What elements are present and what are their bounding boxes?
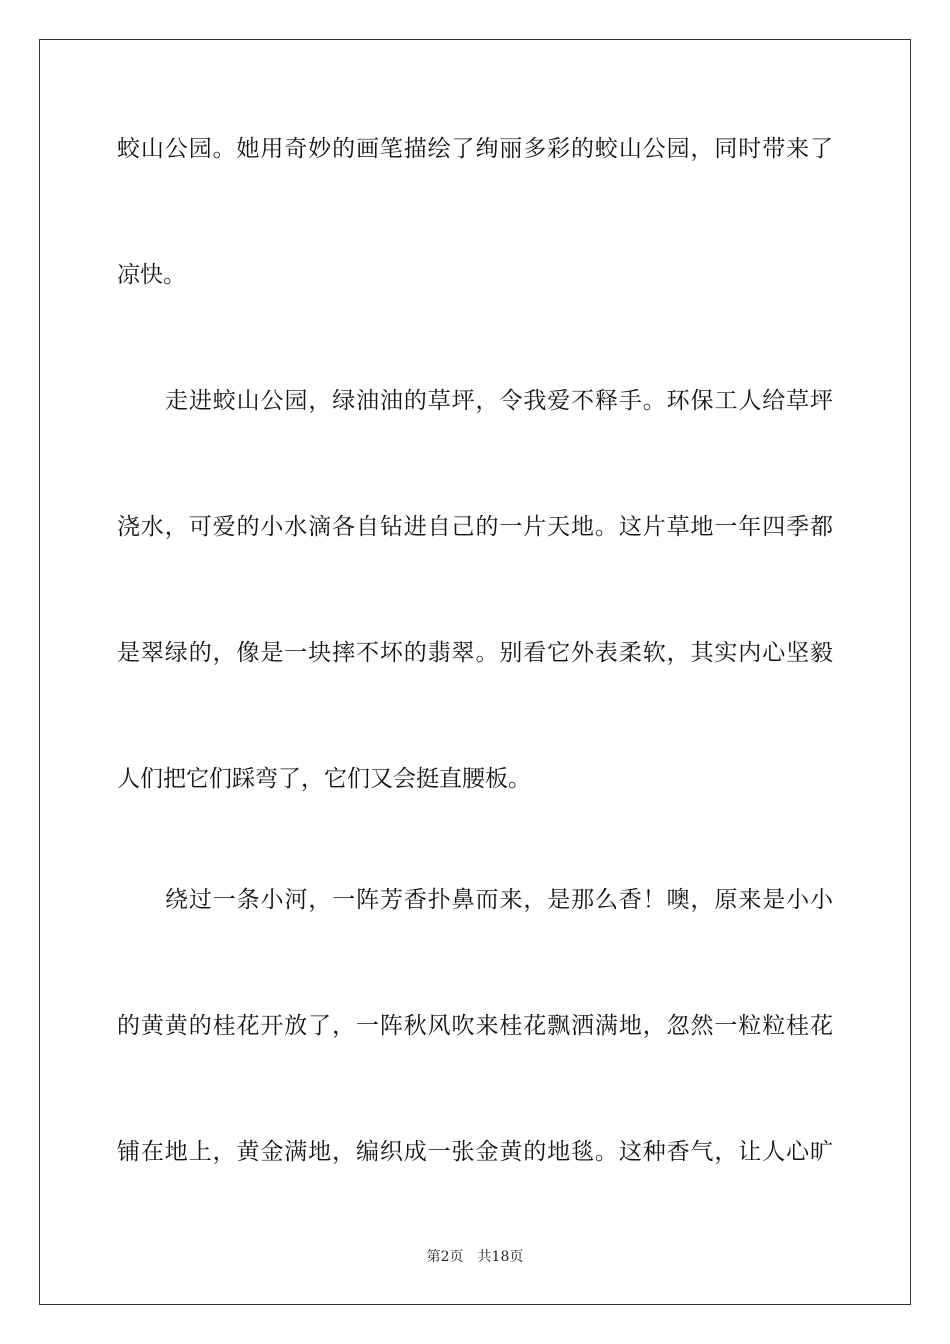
paragraph-start-line: 绕过一条小河，一阵芳香扑鼻而来，是那么香！噢，原来是小小 (165, 887, 833, 913)
text-line: 凉快。 (117, 262, 186, 288)
text-line: 人们把它们踩弯了，它们又会挺直腰板。 (117, 766, 531, 792)
text-line: 是翠绿的，像是一块摔不坏的翡翠。别看它外表柔软，其实内心坚毅 (117, 640, 833, 666)
page-frame (39, 39, 911, 1305)
text-line: 蛟山公园。她用奇妙的画笔描绘了绚丽多彩的蛟山公园，同时带来了 (117, 136, 833, 162)
paragraph-start-line: 走进蛟山公园，绿油油的草坪，令我爱不释手。环保工人给草坪 (165, 388, 833, 414)
text-line: 浇水，可爱的小水滴各自钻进自己的一片天地。这片草地一年四季都 (117, 514, 833, 540)
text-line: 铺在地上，黄金满地，编织成一张金黄的地毯。这种香气，让人心旷 (117, 1139, 833, 1165)
page-number: 第2页 (426, 1249, 464, 1265)
text-line: 的黄黄的桂花开放了，一阵秋风吹来桂花飘洒满地，忽然一粒粒桂花 (117, 1013, 833, 1039)
page-total: 共18页 (477, 1249, 524, 1265)
page-footer (0, 1246, 950, 1266)
